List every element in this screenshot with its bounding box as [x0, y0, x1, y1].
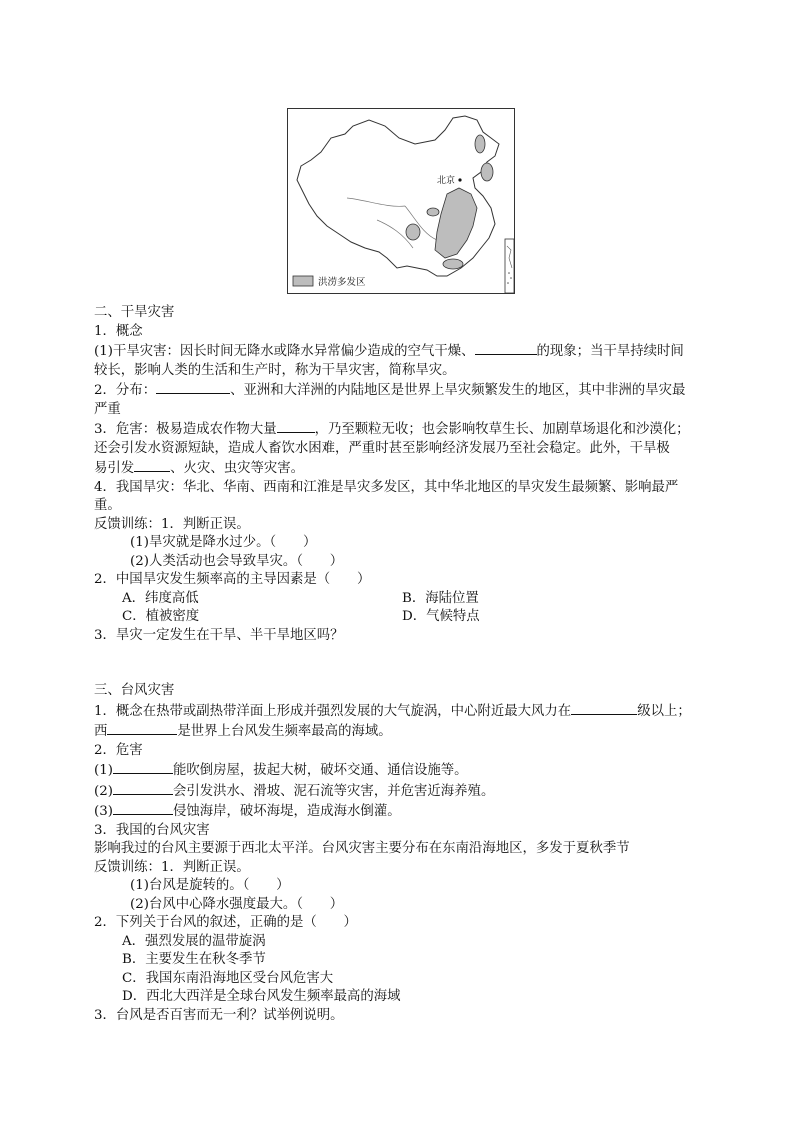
- drought-judge-2: (2)人类活动也会导致旱灾。（ ）: [130, 553, 344, 569]
- typhoon-q2-option-d: D．西北大西洋是全球台风发生频率最高的海域: [122, 989, 401, 1004]
- drought-china-line2: 重。: [94, 498, 121, 513]
- blank-drought-harm-crop: [277, 419, 315, 433]
- typhoon-harm-2: (2) 会引发洪水、滑坡、泥石流等灾害，并危害近海养殖。: [94, 781, 702, 802]
- typhoon-harm-1: (1) 能吹倒房屋，拔起大树，破坏交通、通信设施等。: [94, 760, 702, 781]
- flood-area-northeast: [481, 163, 493, 181]
- drought-concept-line2: 较长，影响人类的生活和生产时，称为干旱灾害，简称旱灾。: [94, 362, 456, 378]
- blank-typhoon-harm-1: [113, 760, 173, 774]
- option-c: C．植被密度: [122, 609, 200, 624]
- typhoon-concept-line1: 1．概念在热带或副热带洋面上形成并强烈发展的大气旋涡，中心附近最大风力在 级以上；: [94, 701, 702, 722]
- typhoon-q2-option-b: B．主要发生在秋冬季节: [122, 952, 266, 967]
- drought-feedback-title: 反馈训练：1．判断正误。: [94, 516, 250, 532]
- typhoon-judge-2: (2)台风中心降水强度最大。（ ）: [130, 896, 344, 912]
- drought-harm-line1: 3．危害：极易造成农作物大量 ，乃至颗粒无收；也会影响牧草生长、加剧草场退化和沙漠化；: [94, 419, 702, 440]
- drought-distribution-line2: 严重: [94, 401, 121, 417]
- inset-outline: [505, 239, 514, 293]
- typhoon-q2-option-c: C．我国东南沿海地区受台风危害大: [122, 970, 334, 986]
- drought-concept-title: 1．概念: [94, 323, 143, 339]
- blank-typhoon-harm-2: [113, 781, 173, 795]
- china-flood-map: [287, 108, 515, 294]
- drought-judge-1: (1)旱灾就是降水过少。（ ）: [130, 535, 317, 550]
- blank-drought-distribution: [156, 380, 230, 394]
- flood-area-central: [427, 208, 439, 216]
- legend-swatch: [293, 276, 313, 286]
- blank-drought-concept: [475, 341, 537, 355]
- flood-area-north: [475, 135, 485, 153]
- flood-area-south: [443, 259, 463, 269]
- legend-label: 洪涝多发区: [318, 277, 366, 288]
- drought-question-3: 3．旱灾一定发生在干旱、半干旱地区吗？: [94, 627, 344, 643]
- beijing-label: 北京: [437, 176, 456, 186]
- typhoon-concept-line2: 西 是世界上台风发生频率最高的海域。: [94, 721, 702, 742]
- worksheet-body: [94, 304, 702, 1025]
- option-b: B．海陆位置: [402, 590, 479, 606]
- drought-q2-options-row1: [94, 590, 702, 609]
- drought-concept-line1: (1)干旱灾害：因长时间无降水或降水异常偏少造成的空气干燥、 的现象；当干旱持续时间: [94, 341, 702, 362]
- beijing-dot: [458, 178, 461, 181]
- typhoon-feedback-title: 反馈训练：1．判断正误。: [94, 859, 250, 875]
- drought-harm-line2: 还会引发水资源短缺，造成人畜饮水困难，严重时甚至影响经济发展乃至社会稳定。此外，干旱极: [94, 440, 670, 456]
- typhoon-q2-option-a: A．强烈发展的温带旋涡: [122, 933, 266, 949]
- blank-drought-harm-cause: [134, 458, 170, 472]
- option-a: A．纬度高低: [122, 590, 199, 606]
- typhoon-harm-3: (3) 侵蚀海岸，破坏海堤，造成海水倒灌。: [94, 801, 702, 822]
- drought-harm-line3: 易引发 、火灾、虫灾等灾害。: [94, 458, 702, 479]
- typhoon-heading: 三、台风灾害: [94, 683, 175, 698]
- blank-typhoon-harm-3: [113, 801, 173, 815]
- typhoon-china-text: 影响我过的台风主要源于西北太平洋。台风灾害主要分布在东南沿海地区，多发于夏秋季节: [94, 841, 630, 856]
- typhoon-judge-1: (1)台风是旋转的。（ ）: [130, 878, 290, 893]
- blank-typhoon-ocean: [107, 721, 177, 735]
- blank-typhoon-wind-level: [571, 701, 637, 715]
- drought-heading: 二、干旱灾害: [94, 305, 175, 320]
- drought-distribution-line1: 2．分布： 、亚洲和大洋洲的内陆地区是世界上旱灾频繁发生的地区，其中非洲的旱灾最: [94, 380, 702, 401]
- drought-q2-options-row2: [94, 608, 702, 627]
- typhoon-question-2: 2．下列关于台风的叙述，正确的是（ ）: [94, 915, 357, 930]
- typhoon-question-3: 3．台风是否百害而无一利？试举例说明。: [94, 1007, 344, 1023]
- drought-china-line1: 4．我国旱灾：华北、华南、西南和江淮是旱灾多发区，其中华北地区的旱灾发生最频繁、影响最严: [94, 479, 679, 495]
- option-d: D．气候特点: [402, 609, 480, 624]
- drought-question-2: 2．中国旱灾发生频率高的主导因素是（ ）: [94, 572, 371, 587]
- typhoon-china-title: 3．我国的台风灾害: [94, 822, 210, 838]
- flood-area-sichuan: [406, 224, 420, 240]
- typhoon-harm-title: 2．危害: [94, 742, 143, 758]
